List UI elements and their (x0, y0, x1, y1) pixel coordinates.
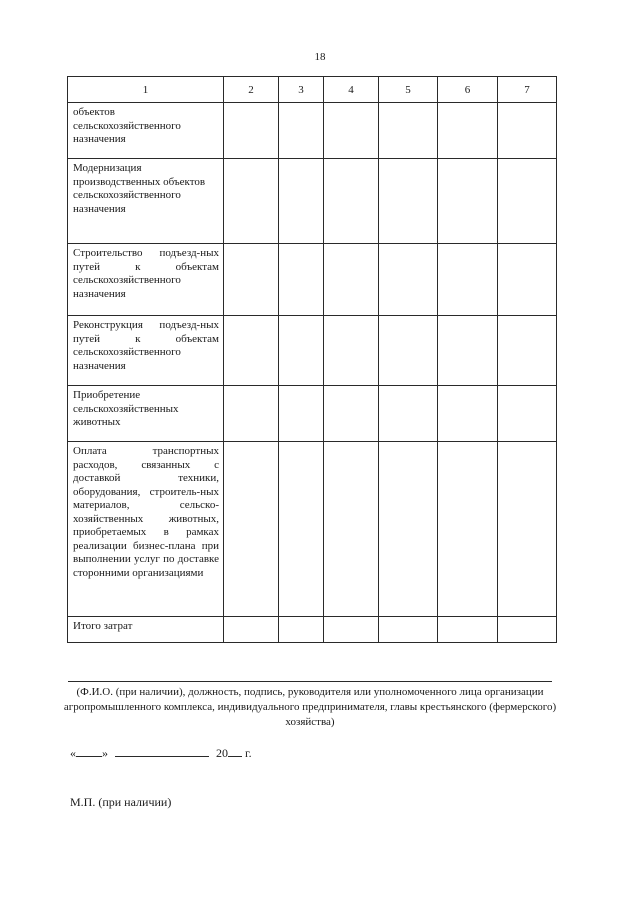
table-cell (498, 103, 557, 159)
row-label: Приобретение сельскохозяйственных животных (68, 386, 224, 442)
cost-table (67, 76, 557, 643)
table-cell (498, 316, 557, 386)
table-cell (279, 244, 324, 316)
column-header-7: 7 (498, 77, 557, 103)
table-cell (224, 316, 279, 386)
total-label: Итого затрат (68, 617, 224, 643)
page-number: 18 (314, 51, 326, 63)
table-cell (498, 244, 557, 316)
table-cell (438, 244, 498, 316)
row-label: Реконструкция подъезд-ных путей к объектам сельскохозяйственного назначения (68, 316, 224, 386)
row-label: объектов сельскохозяйственного назначения (68, 103, 224, 159)
table-cell (438, 103, 498, 159)
table-cell (224, 244, 279, 316)
open-quote: « (70, 746, 76, 760)
table-cell (438, 442, 498, 617)
table-cell (224, 103, 279, 159)
table-cell (324, 316, 379, 386)
table-cell (279, 617, 324, 643)
table-cell (279, 316, 324, 386)
table-cell (279, 442, 324, 617)
table-row (68, 386, 557, 442)
table-cell (379, 159, 438, 244)
day-blank (76, 745, 102, 757)
table-cell (498, 159, 557, 244)
table-cell (438, 316, 498, 386)
month-blank (115, 745, 209, 757)
year-suffix: г. (245, 746, 252, 760)
table-cell (279, 159, 324, 244)
signature-caption: (Ф.И.О. (при наличии), должность, подпись, руководителя или уполномоченного лица организации агропромышленного комплекса, индивидуального предпринимателя, главы крестьянского (фермерского) хозяйства) (63, 686, 557, 728)
year-blank (228, 745, 242, 757)
row-label: Оплата транспортных расходов, связанных с доставкой техники, оборудования, строитель-ных материалов, сельско-хозяйственных животных, приобретаемых в рамках реализации бизнес-плана при выполнении услуг по доставке сторонними организациями (68, 442, 224, 617)
table-cell (379, 442, 438, 617)
table-cell (324, 442, 379, 617)
table-cell (324, 617, 379, 643)
table-row-total (68, 617, 557, 643)
table-cell (224, 617, 279, 643)
signature-line (68, 681, 552, 682)
table-cell (379, 617, 438, 643)
column-header-1: 1 (68, 77, 224, 103)
header-row (68, 77, 557, 103)
column-header-2: 2 (224, 77, 279, 103)
table-row (68, 244, 557, 316)
table-cell (438, 617, 498, 643)
column-header-4: 4 (324, 77, 379, 103)
column-header-6: 6 (438, 77, 498, 103)
table-row (68, 316, 557, 386)
close-quote: » (102, 746, 108, 760)
table-cell (324, 103, 379, 159)
table-cell (379, 103, 438, 159)
table-cell (498, 442, 557, 617)
date-line (70, 745, 252, 761)
year-prefix: 20 (216, 746, 228, 760)
table-cell (379, 386, 438, 442)
table-cell (224, 386, 279, 442)
table-cell (498, 386, 557, 442)
table-cell (224, 442, 279, 617)
table-cell (279, 103, 324, 159)
table-cell (324, 386, 379, 442)
table-row (68, 103, 557, 159)
column-header-5: 5 (379, 77, 438, 103)
table-cell (438, 386, 498, 442)
table-cell (379, 244, 438, 316)
table-cell (379, 316, 438, 386)
row-label: Модернизация производственных объектов сельскохозяйственного назначения (68, 159, 224, 244)
row-label: Строительство подъезд-ных путей к объектам сельскохозяйственного назначения (68, 244, 224, 316)
table-cell (438, 159, 498, 244)
table-cell (498, 617, 557, 643)
column-header-3: 3 (279, 77, 324, 103)
table-row (68, 159, 557, 244)
table-cell (324, 159, 379, 244)
table-cell (279, 386, 324, 442)
table-cell (224, 159, 279, 244)
table-cell (324, 244, 379, 316)
table-row (68, 442, 557, 617)
stamp-placeholder: М.П. (при наличии) (70, 795, 172, 809)
